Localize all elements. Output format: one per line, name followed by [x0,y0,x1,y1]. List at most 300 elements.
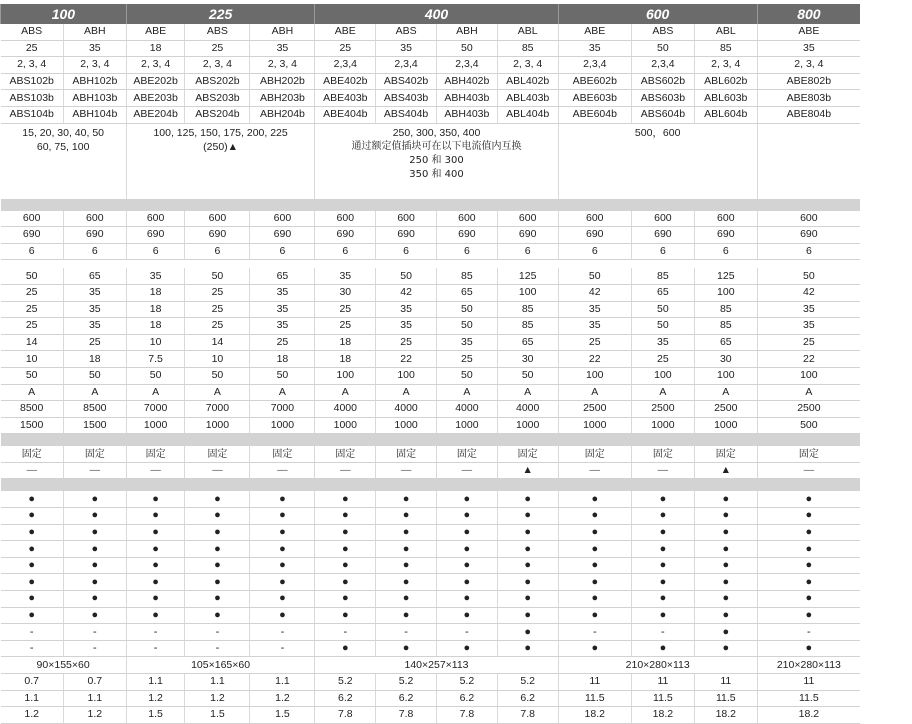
table-cell: 50 [757,268,860,284]
table-cell: 6 [631,243,694,260]
table-cell: 6 [126,243,185,260]
table-cell: 35 [250,40,315,57]
table-cell: 50 [436,367,497,384]
section-band [1,434,861,447]
table-cell: 2500 [757,401,860,418]
electrical-life-row [1,417,861,434]
accessory-row [1,508,861,525]
table-cell: ● [376,591,437,608]
table-cell: ● [631,508,694,525]
table-cell: - [631,624,694,641]
table-cell: ● [315,607,376,624]
table-cell: 固定 [1,446,64,462]
table-cell: ABH [63,24,126,40]
table-cell: 35 [315,268,376,284]
table-cell: ABS403b [376,90,437,107]
table-cell: ● [185,574,250,591]
table-cell: 600 [558,211,631,227]
section-band-mounting [1,434,861,447]
table-cell: 85 [497,318,558,335]
table-cell: - [250,640,315,657]
table-cell: ● [315,591,376,608]
table-cell: 85 [436,268,497,284]
table-cell: 1.2 [126,690,185,707]
table-cell: 18 [63,351,126,368]
spacer-breaking [1,260,861,269]
table-cell: 600 [250,211,315,227]
table-cell: 18 [315,351,376,368]
table-cell: ● [1,574,64,591]
table-cell: ABE603b [558,90,631,107]
table-cell: 7.8 [436,707,497,724]
table-cell: ● [63,524,126,541]
table-cell: 50 [631,318,694,335]
table-cell: 25 [1,284,64,301]
table-cell: ● [185,607,250,624]
table-cell: 2, 3, 4 [63,57,126,74]
table-cell: ABS204b [185,106,250,123]
table-cell: 25 [315,301,376,318]
table-cell: 25 [250,334,315,351]
table-cell: 7.8 [315,707,376,724]
frame-size-800: 800 [757,4,860,24]
table-cell: 固定 [376,446,437,462]
table-cell: A [250,384,315,401]
table-cell: 600 [436,211,497,227]
frame-size-100: 100 [1,4,127,24]
table-cell: - [185,624,250,641]
table-cell: 85 [631,268,694,284]
table-cell: 固定 [315,446,376,462]
table-cell: 25 [185,40,250,57]
table-cell: 42 [376,284,437,301]
table-cell: 50 [376,268,437,284]
table-cell: - [315,624,376,641]
table-cell: ● [376,607,437,624]
table-cell: ● [315,640,376,657]
table-cell: 50 [126,367,185,384]
rated-current-line: 250, 300, 350, 400 [392,126,481,139]
table-cell: ● [250,591,315,608]
table-cell: ABS103b [1,90,64,107]
accessory-row [1,624,861,641]
table-cell: 35 [376,301,437,318]
table-cell: 690 [436,227,497,244]
rated-current-row [1,123,861,199]
table-cell: A [631,384,694,401]
dimensions-row-cell: 140×257×113 [315,657,558,674]
table-cell: ● [558,524,631,541]
table-cell: 固定 [250,446,315,462]
table-cell: 125 [694,268,757,284]
table-cell: 1500 [1,417,64,434]
table-cell: 1000 [631,417,694,434]
table-cell: — [185,462,250,479]
table-cell: ● [376,524,437,541]
table-cell: 690 [631,227,694,244]
table-cell: 18.2 [631,707,694,724]
model-2p-row [1,73,861,90]
table-cell: 11.5 [631,690,694,707]
table-cell: 1.5 [126,707,185,724]
mount-plugin-row [1,462,861,479]
table-cell: ● [126,491,185,507]
table-cell: 1000 [126,417,185,434]
table-cell: ● [1,591,64,608]
table-cell: 6.2 [436,690,497,707]
table-cell: ● [250,557,315,574]
table-cell: ABS102b [1,73,64,90]
table-cell: 10 [1,351,64,368]
table-cell: ● [436,591,497,608]
table-cell: 25 [376,334,437,351]
table-cell: 4000 [315,401,376,418]
table-cell: A [315,384,376,401]
table-cell: - [1,624,64,641]
table-cell: 11 [694,674,757,691]
table-cell: ● [1,607,64,624]
table-cell: 100 [631,367,694,384]
table-cell: 1.1 [1,690,64,707]
table-cell: 35 [63,40,126,57]
table-cell: 6 [376,243,437,260]
table-cell: - [1,640,64,657]
table-cell: 85 [497,301,558,318]
table-cell: 7000 [250,401,315,418]
table-cell: ● [497,541,558,558]
table-cell: ABE [315,24,376,40]
table-cell: 6 [694,243,757,260]
section-band [1,199,861,211]
table-cell: 2, 3, 4 [126,57,185,74]
table-cell: 25 [315,318,376,335]
table-cell: 11.5 [694,690,757,707]
table-cell: ● [436,557,497,574]
table-cell: 50 [1,367,64,384]
table-cell: 1.1 [126,674,185,691]
series-row [1,24,861,40]
table-cell: 6 [250,243,315,260]
weight-2p-row [1,674,861,691]
table-cell: ● [694,624,757,641]
table-cell: 35 [63,301,126,318]
table-cell: 8500 [1,401,64,418]
table-cell: 1000 [376,417,437,434]
table-cell: 50 [185,268,250,284]
table-cell: 50 [436,301,497,318]
rated-current-cell [126,123,315,199]
table-cell: ABL404b [497,106,558,123]
table-cell: 2, 3, 4 [497,57,558,74]
table-cell: 600 [376,211,437,227]
table-cell: 2, 3, 4 [694,57,757,74]
table-cell: - [558,624,631,641]
table-cell: ABH402b [436,73,497,90]
table-cell: 固定 [126,446,185,462]
table-cell: - [757,624,860,641]
table-cell: 125 [497,268,558,284]
table-cell: ABE602b [558,73,631,90]
rated-current-cell [757,123,860,199]
table-cell: 65 [631,284,694,301]
table-cell: 690 [315,227,376,244]
table-cell: 690 [558,227,631,244]
table-cell: ● [436,607,497,624]
table-cell: ABL [694,24,757,40]
table-cell: - [436,624,497,641]
table-cell: ABS402b [376,73,437,90]
table-cell: 固定 [185,446,250,462]
table-cell: ● [497,607,558,624]
table-cell: 2,3,4 [631,57,694,74]
table-cell: 4000 [497,401,558,418]
table-cell: ABH102b [63,73,126,90]
table-cell: ● [376,557,437,574]
table-cell: 85 [497,40,558,57]
table-cell: ● [436,524,497,541]
table-cell: 35 [558,318,631,335]
table-cell: 30 [315,284,376,301]
table-cell: — [376,462,437,479]
table-cell: 5.2 [497,674,558,691]
table-cell: ● [315,491,376,507]
table-cell: 2, 3, 4 [1,57,64,74]
table-cell: ● [558,607,631,624]
table-cell: A [1,384,64,401]
table-cell: 4000 [436,401,497,418]
table-cell: 35 [757,301,860,318]
table-cell: 30 [694,351,757,368]
breaking-row [1,367,861,384]
table-cell: ● [436,541,497,558]
table-cell: ● [497,574,558,591]
table-cell: ● [694,574,757,591]
table-cell: 50 [185,367,250,384]
table-cell: ABL604b [694,106,757,123]
table-cell: 6.2 [497,690,558,707]
table-cell: ABL402b [497,73,558,90]
table-cell: A [436,384,497,401]
table-cell: 6 [185,243,250,260]
table-cell: A [185,384,250,401]
table-cell: 100 [497,284,558,301]
table-cell: 7000 [126,401,185,418]
table-cell: 1.5 [250,707,315,724]
short-circuit-row [1,40,861,57]
table-cell: 35 [376,40,437,57]
voltage-insulation-row [1,227,861,244]
accessory-row [1,607,861,624]
table-cell: 35 [63,318,126,335]
table-cell: ● [250,574,315,591]
table-cell: 1.2 [63,707,126,724]
table-cell: 固定 [497,446,558,462]
table-cell: ● [436,508,497,525]
table-cell: ● [126,607,185,624]
table-cell: 25 [63,334,126,351]
table-cell: 22 [558,351,631,368]
table-cell: 1.2 [250,690,315,707]
table-cell: ABL602b [694,73,757,90]
table-cell: 600 [315,211,376,227]
table-cell: ABS603b [631,90,694,107]
table-cell: 18.2 [694,707,757,724]
table-cell: 1.2 [185,690,250,707]
table-cell: 1.1 [63,690,126,707]
table-cell: 1.2 [1,707,64,724]
table-cell: 18 [315,334,376,351]
table-cell: 690 [694,227,757,244]
table-cell: 1.1 [250,674,315,691]
frame-size-600: 600 [558,4,757,24]
table-cell: ● [694,508,757,525]
table-cell: - [63,640,126,657]
table-cell: 50 [1,268,64,284]
table-cell: 6 [757,243,860,260]
table-cell: ● [631,607,694,624]
table-cell: 25 [631,351,694,368]
table-cell: 1000 [315,417,376,434]
table-cell: 50 [63,367,126,384]
table-cell: 18.2 [558,707,631,724]
table-cell: 固定 [558,446,631,462]
table-cell: 35 [250,318,315,335]
table-cell: 690 [1,227,64,244]
table-cell: 2,3,4 [315,57,376,74]
table-cell: 7.8 [376,707,437,724]
table-cell: ABS [1,24,64,40]
table-cell: ABH202b [250,73,315,90]
table-cell: ● [185,591,250,608]
table-cell: ● [757,491,860,507]
table-cell: 10 [185,351,250,368]
table-cell: 6 [315,243,376,260]
table-cell: 600 [757,211,860,227]
table-cell: 2500 [558,401,631,418]
table-cell: ABS604b [631,106,694,123]
table-cell: 2,3,4 [376,57,437,74]
table-cell: 35 [250,284,315,301]
table-cell: 22 [757,351,860,368]
impulse-row [1,243,861,260]
table-cell: ● [497,624,558,641]
table-cell: ● [694,640,757,657]
table-cell: ABH403b [436,106,497,123]
frame-size-400: 400 [315,4,558,24]
table-cell: ● [558,491,631,507]
breaking-row [1,268,861,284]
table-cell: 30 [497,351,558,368]
table-cell: ● [757,524,860,541]
table-cell: ● [497,491,558,507]
table-cell: ABE [757,24,860,40]
table-cell: 690 [497,227,558,244]
table-cell: 35 [558,301,631,318]
table-cell: A [558,384,631,401]
accessory-row [1,640,861,657]
table-cell: ABE404b [315,106,376,123]
weight-4p-row [1,707,861,724]
dimensions-row [1,657,861,674]
spacer [1,260,861,269]
table-cell: 25 [1,318,64,335]
table-cell: ● [631,591,694,608]
table-cell: 100 [694,367,757,384]
table-cell: A [63,384,126,401]
table-cell: ABS203b [185,90,250,107]
table-cell: A [376,384,437,401]
table-cell: - [250,624,315,641]
accessory-row [1,557,861,574]
table-cell: ● [376,508,437,525]
frame-size-header [1,4,861,24]
table-cell: 690 [63,227,126,244]
table-cell: 5.2 [376,674,437,691]
table-cell: ● [436,491,497,507]
table-cell: ● [250,491,315,507]
rated-current-line: 250 和 300 [409,154,464,166]
table-cell: ● [436,574,497,591]
table-cell: ABH203b [250,90,315,107]
table-cell: ● [376,541,437,558]
breaking-row [1,301,861,318]
table-cell: A [497,384,558,401]
table-cell: ● [315,574,376,591]
section-band [1,479,861,492]
table-cell: 8500 [63,401,126,418]
table-cell: ● [63,541,126,558]
table-cell: 1000 [436,417,497,434]
table-cell: ABE804b [757,106,860,123]
table-cell: 11.5 [757,690,860,707]
breaking-row [1,351,861,368]
table-cell: ● [1,557,64,574]
table-cell: 35 [376,318,437,335]
section-band-accessories [1,479,861,492]
table-cell: 35 [757,40,860,57]
table-cell: ● [250,607,315,624]
rated-current-line: 500，600 [634,126,681,139]
table-cell: 35 [631,334,694,351]
table-cell: 18 [126,318,185,335]
table-cell: ● [126,557,185,574]
table-cell: ● [126,591,185,608]
table-cell: ● [63,591,126,608]
accessory-row [1,524,861,541]
table-cell: ● [63,557,126,574]
table-cell: A [694,384,757,401]
table-cell: ● [436,640,497,657]
table-cell: ● [757,607,860,624]
table-cell: ABE604b [558,106,631,123]
table-cell: 6.2 [376,690,437,707]
table-cell: ● [694,591,757,608]
table-cell: ● [631,541,694,558]
category-row [1,384,861,401]
table-cell: ● [558,574,631,591]
table-cell: ABL403b [497,90,558,107]
table-cell: ABS [631,24,694,40]
table-cell: ABL603b [694,90,757,107]
table-cell: 2,3,4 [558,57,631,74]
table-cell: - [376,624,437,641]
frame-size-225: 225 [126,4,315,24]
table-cell: 35 [250,301,315,318]
table-cell: 1.1 [185,674,250,691]
accessory-row [1,491,861,507]
table-cell: 25 [185,318,250,335]
table-cell: 600 [63,211,126,227]
